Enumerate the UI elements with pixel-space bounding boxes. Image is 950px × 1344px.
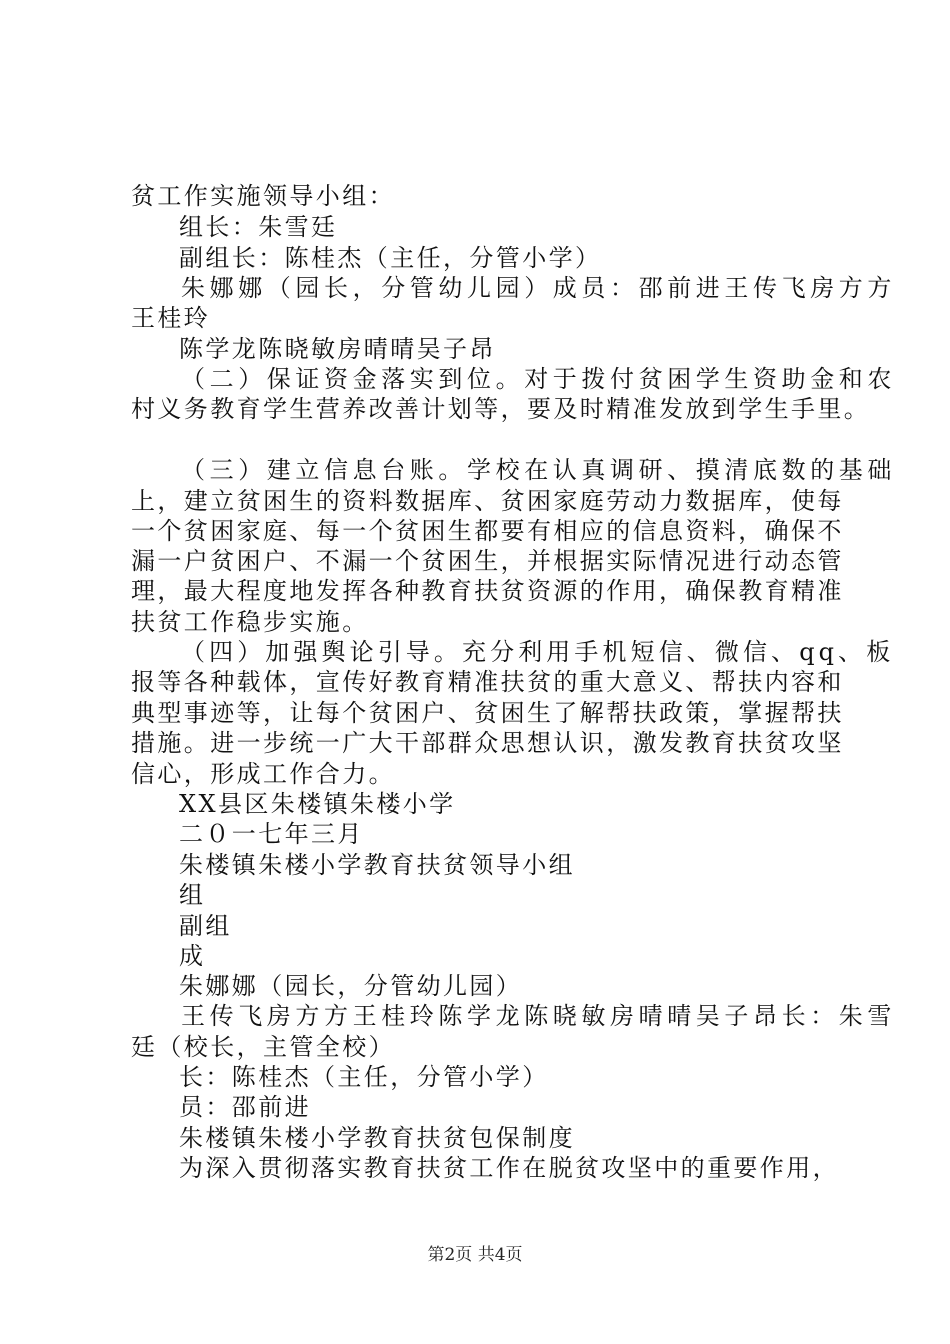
text-line: 成	[179, 942, 206, 970]
text-line: 组长：朱雪廷	[179, 213, 338, 241]
text-line: 副组	[179, 912, 232, 940]
text-line: 村义务教育学生营养改善计划等，要及时精准发放到学生手里。	[131, 395, 871, 423]
text-line: 员：邵前进	[179, 1093, 311, 1121]
text-line: （三）建立信息台账。学校在认真调研、摸清底数的基础	[181, 456, 896, 484]
text-line: 长：陈桂杰（主任，分管小学）	[179, 1063, 549, 1091]
text-line: 典型事迹等，让每个贫困户、贫困生了解帮扶政策，掌握帮扶	[131, 699, 844, 727]
text-line: 漏一户贫困户、不漏一个贫困生，并根据实际情况进行动态管	[131, 547, 844, 575]
text-line: 上，建立贫困生的资料数据库、贫困家庭劳动力数据库，使每	[131, 487, 844, 515]
text-line: 报等各种载体，宣传好教育精准扶贫的重大意义、帮扶内容和	[131, 668, 844, 696]
text-line: 措施。进一步统一广大干部群众思想认识，激发教育扶贫攻坚	[131, 729, 844, 757]
text-line: 信心，形成工作合力。	[131, 760, 395, 788]
text-line: 王传飞房方方王桂玲陈学龙陈晓敏房晴晴吴子昂长：朱雪	[181, 1002, 896, 1030]
text-line: 组	[179, 881, 206, 909]
page-number-footer: 第2页 共4页	[427, 1245, 523, 1265]
text-line: 为深入贯彻落实教育扶贫工作在脱贫攻坚中的重要作用，	[179, 1154, 839, 1182]
text-line: 理，最大程度地发挥各种教育扶贫资源的作用，确保教育精准	[131, 577, 844, 605]
text-line: 贫工作实施领导小组：	[131, 182, 395, 210]
text-line: 廷（校长，主管全校）	[131, 1033, 395, 1061]
text-line: 二０一七年三月	[179, 820, 364, 848]
text-line: XX县区朱楼镇朱楼小学	[179, 790, 456, 818]
text-line: 副组长：陈桂杰（主任，分管小学）	[179, 244, 602, 272]
text-line: 扶贫工作稳步实施。	[131, 608, 369, 636]
text-line: 朱楼镇朱楼小学教育扶贫包保制度	[179, 1124, 575, 1152]
text-line: 王桂玲	[131, 304, 211, 332]
text-line: （二）保证资金落实到位。对于拨付贫困学生资助金和农	[181, 365, 896, 393]
text-line: 朱娜娜（园长，分管幼儿园）	[179, 972, 523, 1000]
text-line: 陈学龙陈晓敏房晴晴吴子昂	[179, 335, 496, 363]
text-line: 朱楼镇朱楼小学教育扶贫领导小组	[179, 851, 575, 879]
text-line: 朱娜娜（园长，分管幼儿园）成员：邵前进王传飞房方方	[181, 274, 896, 302]
text-line: （四）加强舆论引导。充分利用手机短信、微信、qq、板	[181, 638, 895, 666]
text-line: 一个贫困家庭、每一个贫困生都要有相应的信息资料，确保不	[131, 517, 844, 545]
